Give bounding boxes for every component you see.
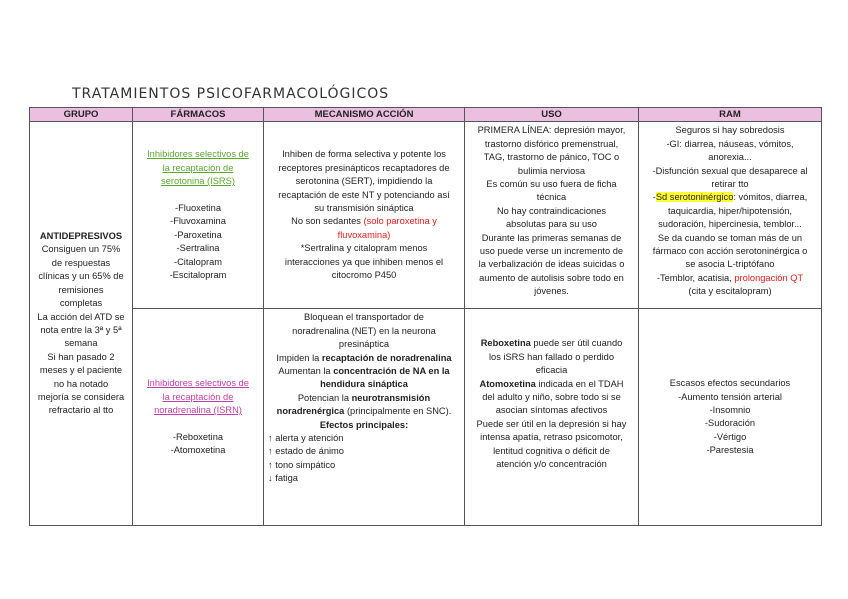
mecanismo-line	[268, 365, 460, 378]
drug-item: -Citalopram	[173, 256, 223, 267]
grupo-line: no ha notado	[53, 378, 109, 389]
uso-line: Durante las primeras semanas de	[481, 232, 622, 243]
grupo-line: de respuestas	[51, 257, 111, 268]
uso-text: puede ser útil cuando	[530, 338, 623, 349]
ram-line: -Vértigo	[713, 431, 747, 442]
ram-line: -Insomnio	[709, 405, 751, 415]
isrs-class-link[interactable]: la recaptación de	[162, 162, 234, 173]
mecanismo-line: presináptica	[338, 339, 390, 350]
uso-line: asocian síntomas afectivos	[495, 405, 608, 416]
mecanismo-line: *Sertralina y citalopram menos	[300, 243, 428, 254]
grupo-line: completas	[59, 298, 103, 309]
ram-line: (cita y escitalopram)	[688, 286, 772, 297]
uso-line: del adulto y niño, sobre todo si se	[482, 392, 621, 403]
isrn-class-link[interactable]: Inhibidores selectivos de	[147, 378, 249, 389]
uso-line: Puede ser útil en la depresión si hay	[476, 418, 627, 429]
mecanismo-line: interacciones ya que inhiben menos el	[284, 256, 444, 267]
mecanismo-line: receptores presinápticos recaptadores de	[278, 162, 450, 173]
mecanismo-line: citocromo P450	[331, 270, 397, 281]
uso-line: absolutas para su uso	[506, 219, 597, 230]
isrs-mecanismo-cell	[264, 122, 465, 309]
drug-item: -Fluvoxamina	[170, 216, 226, 227]
mecanismo-text: Impiden la	[276, 352, 322, 363]
uso-line: bulimia nerviosa	[517, 165, 586, 176]
uso-line: PRIMERA LÍNEA: depresión mayor,	[477, 125, 626, 136]
mecanismo-text: (principalmente en SNC).	[344, 406, 452, 417]
mecanismo-red-text: fluvoxamina)	[337, 229, 391, 240]
mecanismo-text: Aumentan la	[278, 366, 334, 377]
grupo-name: ANTIDEPRESIVOS	[39, 231, 123, 242]
mecanismo-bold: noradrenérgica	[276, 406, 345, 417]
mecanismo-line: Inhiben de forma selectiva y potente los	[282, 149, 446, 160]
mecanismo-line	[268, 392, 460, 405]
uso-line: TAG, trastorno de pánico, TOC o	[483, 152, 620, 163]
uso-line: técnica	[536, 192, 567, 203]
mecanismo-line: serotonina (SERT), impidiendo la	[295, 176, 433, 187]
uso-line: Es común su uso fuera de ficha	[486, 179, 617, 190]
header-row	[30, 108, 822, 122]
uso-line: los iSRS han fallado o perdido	[488, 351, 615, 362]
table-row-isrn	[30, 309, 822, 526]
isrs-farmacos-cell	[133, 122, 264, 309]
mecanismo-bold: recaptación de noradrenalina	[321, 352, 452, 363]
grupo-line: semana	[64, 338, 98, 349]
grupo-line: nota entre la 3ª y 5ª	[40, 324, 122, 335]
uso-line: atención y/o concentración	[496, 459, 607, 470]
ram-line	[643, 191, 817, 204]
grupo-line: remisiones	[58, 284, 104, 295]
grupo-line: meses y el paciente	[39, 365, 123, 376]
efecto-item: ↑ tono simpático	[268, 459, 336, 470]
header-ram: RAM	[639, 108, 822, 122]
drug-item: -Paroxetina	[174, 229, 222, 240]
ram-line: -Parestesia	[706, 445, 754, 456]
uso-line: jóvenes.	[534, 286, 569, 297]
ram-highlight: Sd serotoninérgico	[655, 192, 734, 203]
isrs-uso-cell	[465, 122, 639, 309]
grupo-line: clínicas y un 65% de	[38, 271, 124, 282]
uso-line: la verbalización de ideas suicidas o	[478, 259, 625, 270]
ram-text: : vómitos, diarrea,	[733, 192, 808, 203]
drug-item: -Fluoxetina	[175, 203, 221, 213]
mecanismo-line: su transmisión sináptica	[314, 203, 414, 213]
uso-line: intensa apatía, retraso psicomotor,	[480, 432, 623, 443]
isrn-ram-cell	[639, 309, 822, 526]
ram-line: taquicardia, hiper/hipotensión,	[667, 205, 793, 216]
mecanismo-red-text: (solo paroxetina y	[363, 216, 437, 227]
drug-item: -Atomoxetina	[170, 445, 226, 456]
drug-item: -Sertralina	[176, 243, 220, 254]
isrn-class-link[interactable]: la recaptación de	[162, 391, 234, 402]
header-uso: USO	[465, 108, 639, 122]
ram-line: Escasos efectos secundarios	[669, 378, 791, 389]
ram-text: -	[652, 192, 656, 203]
uso-line	[469, 378, 634, 391]
mecanismo-bold: neurotransmisión	[351, 392, 431, 403]
mecanismo-text: Potencian la	[297, 392, 352, 403]
mecanismo-text: No son sedantes	[291, 216, 364, 227]
uso-text: indicada en el TDAH	[535, 378, 624, 389]
efecto-item: ↓ fatiga	[268, 473, 298, 484]
ram-line: -Sudoración	[704, 418, 756, 429]
ram-line: -GI: diarrea, náuseas, vómitos,	[666, 138, 794, 149]
drug-item: -Escitalopram	[169, 270, 227, 281]
ram-line: sudoración, hipercinesia, temblor...	[658, 219, 802, 230]
page-title: TRATAMIENTOS PSICOFARMACOLÓGICOS	[72, 86, 390, 102]
uso-line: uso puede verse un incremento de	[479, 246, 624, 257]
mecanismo-line: noradrenalina (NET) en la neurona	[292, 325, 436, 336]
grupo-line: mejoría se considera	[37, 391, 125, 402]
mecanismo-bold: hendidura sináptica	[320, 379, 408, 390]
uso-line: No hay contraindicaciones	[496, 205, 607, 216]
header-grupo: GRUPO	[30, 108, 133, 122]
mecanismo-line: Bloquean el transportador de	[304, 312, 424, 323]
ram-line: -Disfunción sexual que desaparece al	[652, 165, 808, 176]
mecanismo-line	[268, 352, 460, 365]
isrn-class-link[interactable]: noradrenalina (ISRN)	[154, 405, 242, 415]
isrn-uso-cell	[465, 309, 639, 526]
grupo-line: refractario al tto	[48, 405, 114, 416]
uso-line: lentitud cognitiva o déficit de	[493, 445, 610, 456]
isrs-class-link[interactable]: serotonina (ISRS)	[161, 176, 235, 187]
uso-line	[469, 337, 634, 350]
ram-red-text: prolongación QT	[734, 272, 804, 283]
mecanismo-line	[268, 215, 460, 228]
isrn-farmacos-cell	[133, 309, 264, 526]
grupo-line: Si han pasado 2	[47, 351, 115, 362]
uso-line: eficacia	[535, 365, 568, 376]
ram-text: -Temblor, acatisia,	[656, 272, 735, 283]
drug-item: -Reboxetina	[172, 431, 224, 442]
uso-bold: Reboxetina	[480, 338, 531, 349]
header-mecanismo: MECANISMO ACCIÓN	[264, 108, 465, 122]
grupo-cell	[30, 122, 133, 526]
ram-line: se asocia L-triptófano	[685, 259, 775, 270]
header-farmacos: FÁRMACOS	[133, 108, 264, 122]
isrs-ram-cell	[639, 122, 822, 309]
table-row-isrs	[30, 122, 822, 309]
efectos-heading: Efectos principales:	[319, 419, 409, 430]
ram-line: fármaco con acción serotoninérgica o	[652, 246, 808, 257]
efecto-item: ↑ estado de ánimo	[268, 446, 344, 457]
uso-line: aumento de autolisis sobre todo en	[479, 272, 624, 283]
isrn-mecanismo-cell	[264, 309, 465, 526]
treatment-table	[29, 107, 822, 526]
mecanismo-line: recaptación de este NT y potenciando así	[278, 189, 450, 200]
grupo-line: Consiguen un 75%	[41, 244, 121, 255]
ram-line: Seguros si hay sobredosis	[675, 125, 785, 136]
ram-line	[643, 272, 817, 285]
ram-line: Se da cuando se toman más de un	[657, 232, 803, 243]
grupo-line: La acción del ATD se	[37, 311, 125, 322]
mecanismo-bold: concentración de NA en la	[333, 366, 450, 377]
isrs-class-link[interactable]: Inhibidores selectivos de	[147, 149, 249, 160]
ram-line: anorexia...	[708, 152, 752, 163]
uso-line: trastorno disfórico premenstrual,	[484, 138, 619, 149]
ram-line: -Aumento tensión arterial	[678, 391, 782, 402]
uso-bold: Atomoxetina	[479, 378, 536, 389]
mecanismo-line	[268, 405, 460, 418]
ram-line: retirar tto	[711, 179, 749, 190]
efecto-item: ↑ alerta y atención	[268, 433, 344, 444]
